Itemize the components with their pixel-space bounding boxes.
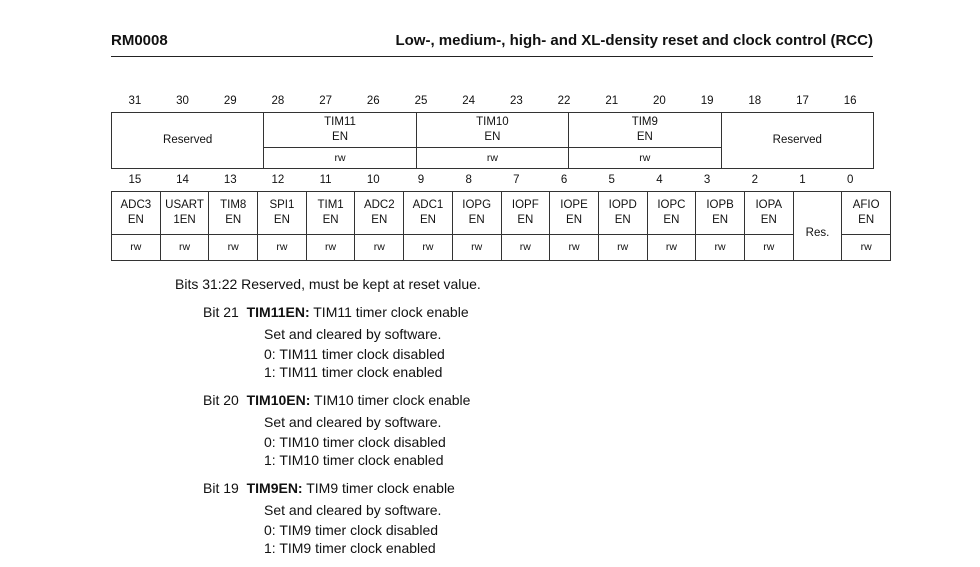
field-tim8en: TIM8 EN bbox=[209, 192, 258, 235]
field-adc1en: ADC1 EN bbox=[404, 192, 453, 235]
access-iopfen: rw bbox=[501, 235, 550, 261]
bit-number: 24 bbox=[462, 94, 476, 107]
field-afioen: AFIO EN bbox=[842, 192, 891, 235]
bit-number: 21 bbox=[605, 94, 619, 107]
bit20-label: Bit 20 bbox=[203, 392, 239, 408]
bit-number: 4 bbox=[656, 173, 663, 186]
bit-number: 9 bbox=[417, 173, 425, 186]
bit-number: 26 bbox=[366, 94, 380, 107]
bit20-line-2: 0: TIM10 timer clock disabled bbox=[264, 434, 446, 450]
bit-number: 16 bbox=[843, 94, 857, 107]
bit-number: 29 bbox=[223, 94, 237, 107]
bit-number: 13 bbox=[223, 173, 237, 186]
bit-number: 28 bbox=[271, 94, 285, 107]
bit-number: 11 bbox=[319, 173, 332, 186]
bit-number: 22 bbox=[557, 94, 571, 107]
field-iopden: IOPD EN bbox=[598, 192, 647, 235]
access-tim9en: rw bbox=[569, 148, 721, 169]
access-adc1en: rw bbox=[404, 235, 453, 261]
field-reserved-bit1: Res. bbox=[793, 192, 842, 261]
bit-number: 15 bbox=[128, 173, 142, 186]
lower-register-fields bbox=[111, 191, 891, 261]
access-iopben: rw bbox=[696, 235, 745, 261]
access-iopaen: rw bbox=[744, 235, 793, 261]
field-iopgen: IOPG EN bbox=[452, 192, 501, 235]
bit20-heading bbox=[203, 391, 470, 410]
bit-number: 27 bbox=[319, 94, 332, 107]
reserved-bits-description: Bits 31:22 Reserved, must be kept at reset value. bbox=[175, 276, 481, 292]
bit21-name: TIM11EN: bbox=[246, 304, 310, 320]
bit21-label: Bit 21 bbox=[203, 304, 239, 320]
bit21-line-2: 0: TIM11 timer clock disabled bbox=[264, 346, 445, 362]
field-adc2en: ADC2 EN bbox=[355, 192, 404, 235]
field-iopeen: IOPE EN bbox=[550, 192, 599, 235]
field-iopben: IOPB EN bbox=[696, 192, 745, 235]
bit-number: 0 bbox=[846, 173, 854, 186]
section-title: Low-, medium-, high- and XL-density reset and clock control (RCC) bbox=[395, 32, 873, 49]
bit-number: 19 bbox=[700, 94, 714, 107]
upper-register-fields bbox=[111, 112, 874, 169]
access-adc3en: rw bbox=[112, 235, 161, 261]
bit-number: 5 bbox=[608, 173, 615, 186]
access-iopgen: rw bbox=[452, 235, 501, 261]
bit-number: 25 bbox=[414, 94, 428, 107]
field-tim11en: TIM11 EN bbox=[264, 113, 416, 148]
header-divider bbox=[111, 56, 873, 57]
field-tim10en: TIM10 EN bbox=[416, 113, 568, 148]
upper-bit-numbers bbox=[111, 90, 874, 112]
access-adc2en: rw bbox=[355, 235, 404, 261]
bit-number: 17 bbox=[796, 94, 809, 107]
bit20-line-3: 1: TIM10 timer clock enabled bbox=[264, 452, 444, 468]
field-adc3en: ADC3 EN bbox=[112, 192, 161, 235]
bit-number: 8 bbox=[465, 173, 472, 186]
bit-number: 23 bbox=[509, 94, 523, 107]
field-iopcen: IOPC EN bbox=[647, 192, 696, 235]
bit-number: 1 bbox=[799, 173, 806, 186]
access-usart1en: rw bbox=[160, 235, 209, 261]
bit-number: 12 bbox=[271, 173, 285, 186]
access-afioen: rw bbox=[842, 235, 891, 261]
reserved-field-18-16: Reserved bbox=[721, 113, 874, 169]
bit21-title: TIM11 timer clock enable bbox=[309, 304, 469, 320]
bit-number: 30 bbox=[176, 94, 189, 107]
access-iopden: rw bbox=[598, 235, 647, 261]
bit-number: 3 bbox=[703, 173, 711, 186]
access-spi1en: rw bbox=[258, 235, 307, 261]
access-tim1en: rw bbox=[306, 235, 355, 261]
lower-bit-numbers bbox=[111, 169, 874, 191]
bit21-heading bbox=[203, 303, 469, 322]
bit-number: 6 bbox=[560, 173, 568, 186]
access-tim11en: rw bbox=[264, 148, 416, 169]
bit20-title: TIM10 timer clock enable bbox=[310, 392, 471, 408]
bit-number: 2 bbox=[751, 173, 758, 186]
field-iopfen: IOPF EN bbox=[501, 192, 550, 235]
bit21-line-1: Set and cleared by software. bbox=[264, 326, 442, 342]
field-spi1en: SPI1 EN bbox=[258, 192, 307, 235]
access-tim10en: rw bbox=[416, 148, 568, 169]
bit21-line-3: 1: TIM11 timer clock enabled bbox=[264, 364, 443, 380]
field-usart1en: USART 1EN bbox=[160, 192, 209, 235]
field-tim9en: TIM9 EN bbox=[569, 113, 721, 148]
access-iopeen: rw bbox=[550, 235, 599, 261]
bit19-heading bbox=[203, 479, 455, 498]
bit-number: 7 bbox=[513, 173, 520, 186]
bit19-name: TIM9EN: bbox=[246, 480, 303, 496]
bit-number: 18 bbox=[748, 94, 762, 107]
bit-number: 31 bbox=[128, 94, 142, 107]
reserved-field-31-22: Reserved bbox=[112, 113, 264, 169]
bit19-title: TIM9 timer clock enable bbox=[302, 480, 455, 496]
access-iopcen: rw bbox=[647, 235, 696, 261]
field-iopaen: IOPA EN bbox=[744, 192, 793, 235]
bit20-name: TIM10EN: bbox=[246, 392, 311, 408]
bit19-line-2: 0: TIM9 timer clock disabled bbox=[264, 522, 439, 538]
bit-number: 14 bbox=[176, 173, 189, 186]
bit19-label: Bit 19 bbox=[203, 480, 239, 496]
access-tim8en: rw bbox=[209, 235, 258, 261]
bit19-line-3: 1: TIM9 timer clock enabled bbox=[264, 540, 436, 556]
bit-number: 20 bbox=[653, 94, 666, 107]
field-tim1en: TIM1 EN bbox=[306, 192, 355, 235]
document-id: RM0008 bbox=[111, 32, 168, 49]
bit19-line-1: Set and cleared by software. bbox=[264, 502, 442, 518]
bit-number: 10 bbox=[366, 173, 380, 186]
bit20-line-1: Set and cleared by software. bbox=[264, 414, 442, 430]
